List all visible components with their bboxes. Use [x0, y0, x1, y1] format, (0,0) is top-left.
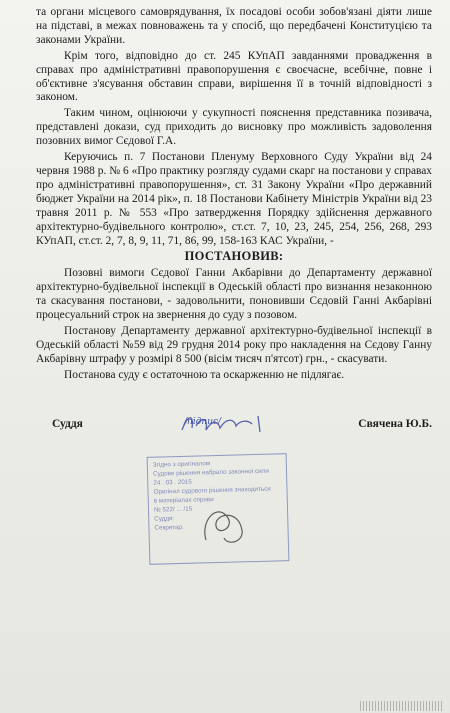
stamp-line: Судове рішення набрало законної сили — [152, 467, 269, 478]
judge-label: Суддя — [52, 418, 83, 430]
resolution-paragraph: Постанова суду є остаточною та оскарженню не підлягає. — [64, 368, 345, 381]
resolution-paragraph: Позовні вимоги Сєдової Ганни Акбарівни до Департаменту державної архітектурно-будівельної інспекції в Одеській області про визнання незаконною та скасування постанови, - задовольнити, поновивши Сєдовій Ганні Акбарівні процесуальний строк на звернення до суду з позовом. — [36, 267, 432, 322]
stamp-line: Згідно з оригіналом — [152, 460, 211, 469]
svg-text:/підпис/: /підпис/ — [184, 417, 222, 427]
barcode-mark — [360, 701, 444, 711]
stamp-line: № 522/ ... /15 — [153, 505, 193, 514]
handwritten-signature — [178, 408, 268, 438]
paragraph: Крім того, відповідно до ст. 245 КУпАП завданнями провадження в справах про адміністративні правопорушення є своєчасне, всебічне, повне і об'єктивне з'ясування обставин справи, вирішення її в точній відповідності з законом. — [36, 49, 432, 104]
resolution-paragraph: Постанову Департаменту державної архітектурно-будівельної інспекції в Одеській області №59 від 29 грудня 2014 року про накладення на Сєдову Ганну Акбарівну штрафу у розмірі 8 500 (вісім тисяч п'ятсот) грн., - скасувати. — [36, 324, 432, 365]
resolution-heading: ПОСТАНОВИВ: — [184, 249, 284, 264]
stamp-line: в матеріалах справи — [153, 496, 214, 505]
judge-name: Свячена Ю.Б. — [358, 418, 432, 430]
stamp-line: 24 . 03 . 2015 — [153, 478, 192, 487]
document-body — [36, 6, 432, 385]
paragraph: та органи місцевого самоврядування, їх посадові особи зобов'язані діяти лише на підставі, в межах повноважень та у спосіб, що передбачені Конституцією та законами України. — [36, 6, 432, 46]
paragraph: Керуючись п. 7 Постанови Пленуму Верховного Суду України від 24 червня 1988 р. № 6 «Про практику розгляду судами скарг на постанови у справах про адміністративні правопорушення», ст. 31 Закону України «Про державний бюджет України на 2014 рік», п. 18 Постанови Кабінету Міністрів України від 23 травня 2011 р. № 553 «Про затвердження Порядку здійснення державного архітектурно-будівельного контролю», ст.ст. 7, 10, 23, 245, 254, 256, 268, 293 КУпАП, ст.ст. 2, 7, 8, 9, 11, 71, 86, 99, 158-163 КАС України, - — [36, 151, 432, 247]
paragraph: Таким чином, оцінюючи у сукупності пояснення представника позивача, представлені докази, суд приходить до висновку про можливість задоволення позовних вимог Сєдової Г.А. — [36, 107, 432, 148]
stamp-signature — [198, 500, 248, 548]
stamp-line: Оригінал судового рішення знаходиться — [153, 485, 271, 496]
stamp-line: Суддя: — [154, 515, 175, 523]
stamp-line: Секретар: — [154, 523, 184, 532]
